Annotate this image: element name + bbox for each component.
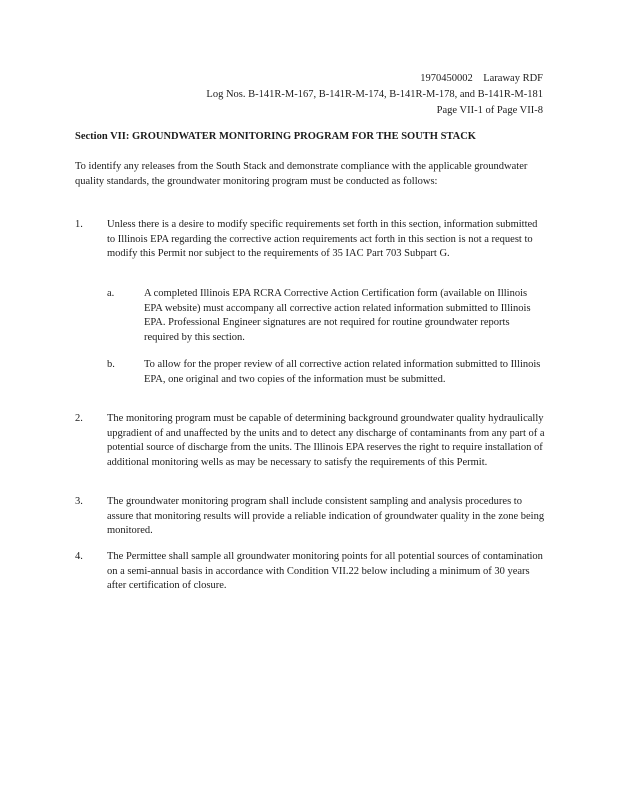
- page-header: [206, 71, 543, 119]
- item-number: 3.: [75, 496, 83, 507]
- item-text: The Permittee shall sample all groundwater monitoring points for all potential sources of contamination on a semi-annual basis in accordance with Condition VII.22 below including a minimum of 30 years after certification of closure.: [107, 551, 543, 591]
- sub-item-letter: b.: [107, 359, 115, 370]
- section-title: Section VII: GROUNDWATER MONITORING PROGRAM FOR THE SOUTH STACK: [75, 131, 476, 142]
- item-number: 4.: [75, 551, 83, 562]
- sub-item-letter: a.: [107, 288, 115, 299]
- sub-item-b: [107, 358, 545, 387]
- sub-item-a: [107, 287, 545, 345]
- facility-id-line: 1970450002 Laraway RDF: [420, 73, 543, 84]
- list-item-1: [75, 218, 545, 262]
- item-text: Unless there is a desire to modify specific requirements set forth in this section, information submitted to Illinois EPA regarding the corrective action requirements act forth in this section is not a request to modify this Permit nor subject to the requirements of 35 IAC Part 703 Subpart G.: [107, 219, 538, 259]
- list-item-4: [75, 550, 545, 594]
- item-text: The groundwater monitoring program shall include consistent sampling and analysis procedures to assure that monitoring results will provide a reliable indication of groundwater quality in the zone being monitored.: [107, 496, 545, 536]
- list-item-3: [75, 495, 545, 539]
- item-number: 1.: [75, 219, 83, 230]
- sub-item-text: A completed Illinois EPA RCRA Corrective Action Certification form (available on Illinois EPA website) must accompany all corrective action related information submitted to Illinois EPA. Professional Engineer signatures are not required for routine groundwater reports required by this section.: [144, 288, 531, 343]
- sub-item-text: To allow for the proper review of all corrective action related information submitted to Illinois EPA, one original and two copies of the information must be submitted.: [144, 359, 541, 385]
- page-number-line: Page VII-1 of Page VII-8: [436, 105, 543, 116]
- item-text: The monitoring program must be capable of determining background groundwater quality hydraulically upgradient of and unaffected by the units and to detect any discharge of contaminants from any part of a potential source of discharge from the units. The Illinois EPA reserves the right to require installation of additional monitoring wells as may be necessary to satisfy the requirements of this Permit.: [107, 413, 545, 468]
- log-numbers-line: Log Nos. B-141R-M-167, B-141R-M-174, B-141R-M-178, and B-141R-M-181: [206, 89, 543, 100]
- item-number: 2.: [75, 413, 83, 424]
- intro-paragraph: To identify any releases from the South Stack and demonstrate compliance with the applicable groundwater quality standards, the groundwater monitoring program must be conducted as follows:: [75, 161, 528, 187]
- list-item-2: [75, 412, 545, 470]
